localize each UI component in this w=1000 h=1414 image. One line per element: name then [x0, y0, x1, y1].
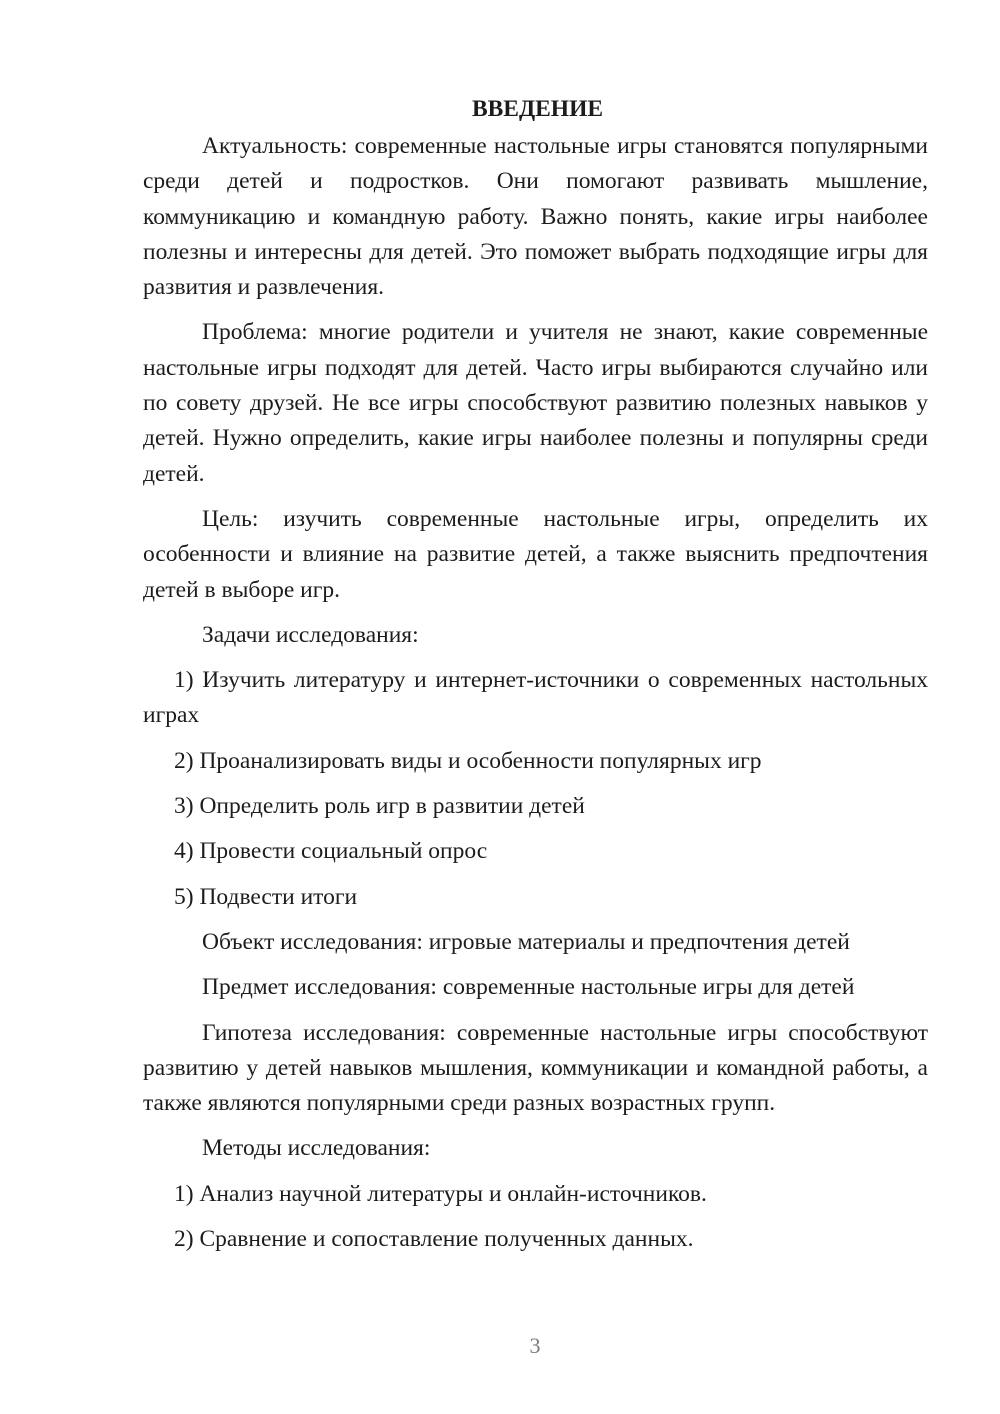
hypothesis-paragraph: Гипотеза исследования: современные настольные игры способствуют развитию у детей навыков мышления, коммуникации и командной работы, а также являются популярными среди разных возрастных групп. — [143, 1019, 928, 1117]
page-number: 3 — [529, 1333, 541, 1358]
relevance-paragraph: Актуальность: современные настольные игры становятся популярными среди детей и подростков. Они помогают развивать мышление, коммуникацию и командную работу. Важно понять, какие игры наиболее полезны и интересны для детей. Это поможет выбрать подходящие игры для развития и развлечения. — [143, 133, 928, 301]
page-content — [143, 92, 928, 1267]
task-item-2: 2) Проанализировать виды и особенности популярных игр — [174, 747, 762, 774]
goal-paragraph: Цель: изучить современные настольные игры, определить их особенности и влияние на развитие детей, а также выяснить предпочтения детей в выборе игр. — [143, 505, 928, 603]
task-item-5: 5) Подвести итоги — [174, 883, 358, 910]
method-item-1: 1) Анализ научной литературы и онлайн-источников. — [174, 1180, 707, 1207]
problem-paragraph: Проблема: многие родители и учителя не знают, какие современные настольные игры подходят для детей. Часто игры выбираются случайно или по совету друзей. Не все игры способствуют развитию полезных навыков у детей. Нужно определить, какие игры наиболее полезны и популярны среди детей. — [143, 319, 928, 487]
page-title: ВВЕДЕНИЕ — [471, 96, 604, 122]
task-item-3: 3) Определить роль игр в развитии детей — [174, 793, 585, 820]
subject-paragraph: Предмет исследования: современные настольные игры для детей — [202, 974, 855, 1001]
task-item-4: 4) Провести социальный опрос — [174, 838, 488, 865]
methods-heading: Методы исследования: — [202, 1135, 431, 1162]
method-item-2: 2) Сравнение и сопоставление полученных данных. — [174, 1226, 694, 1253]
object-paragraph: Объект исследования: игровые материалы и предпочтения детей — [202, 928, 850, 955]
tasks-heading: Задачи исследования: — [202, 621, 419, 648]
task-item-1: 1) Изучить литературу и интернет-источники о современных настольных играх — [143, 667, 928, 729]
